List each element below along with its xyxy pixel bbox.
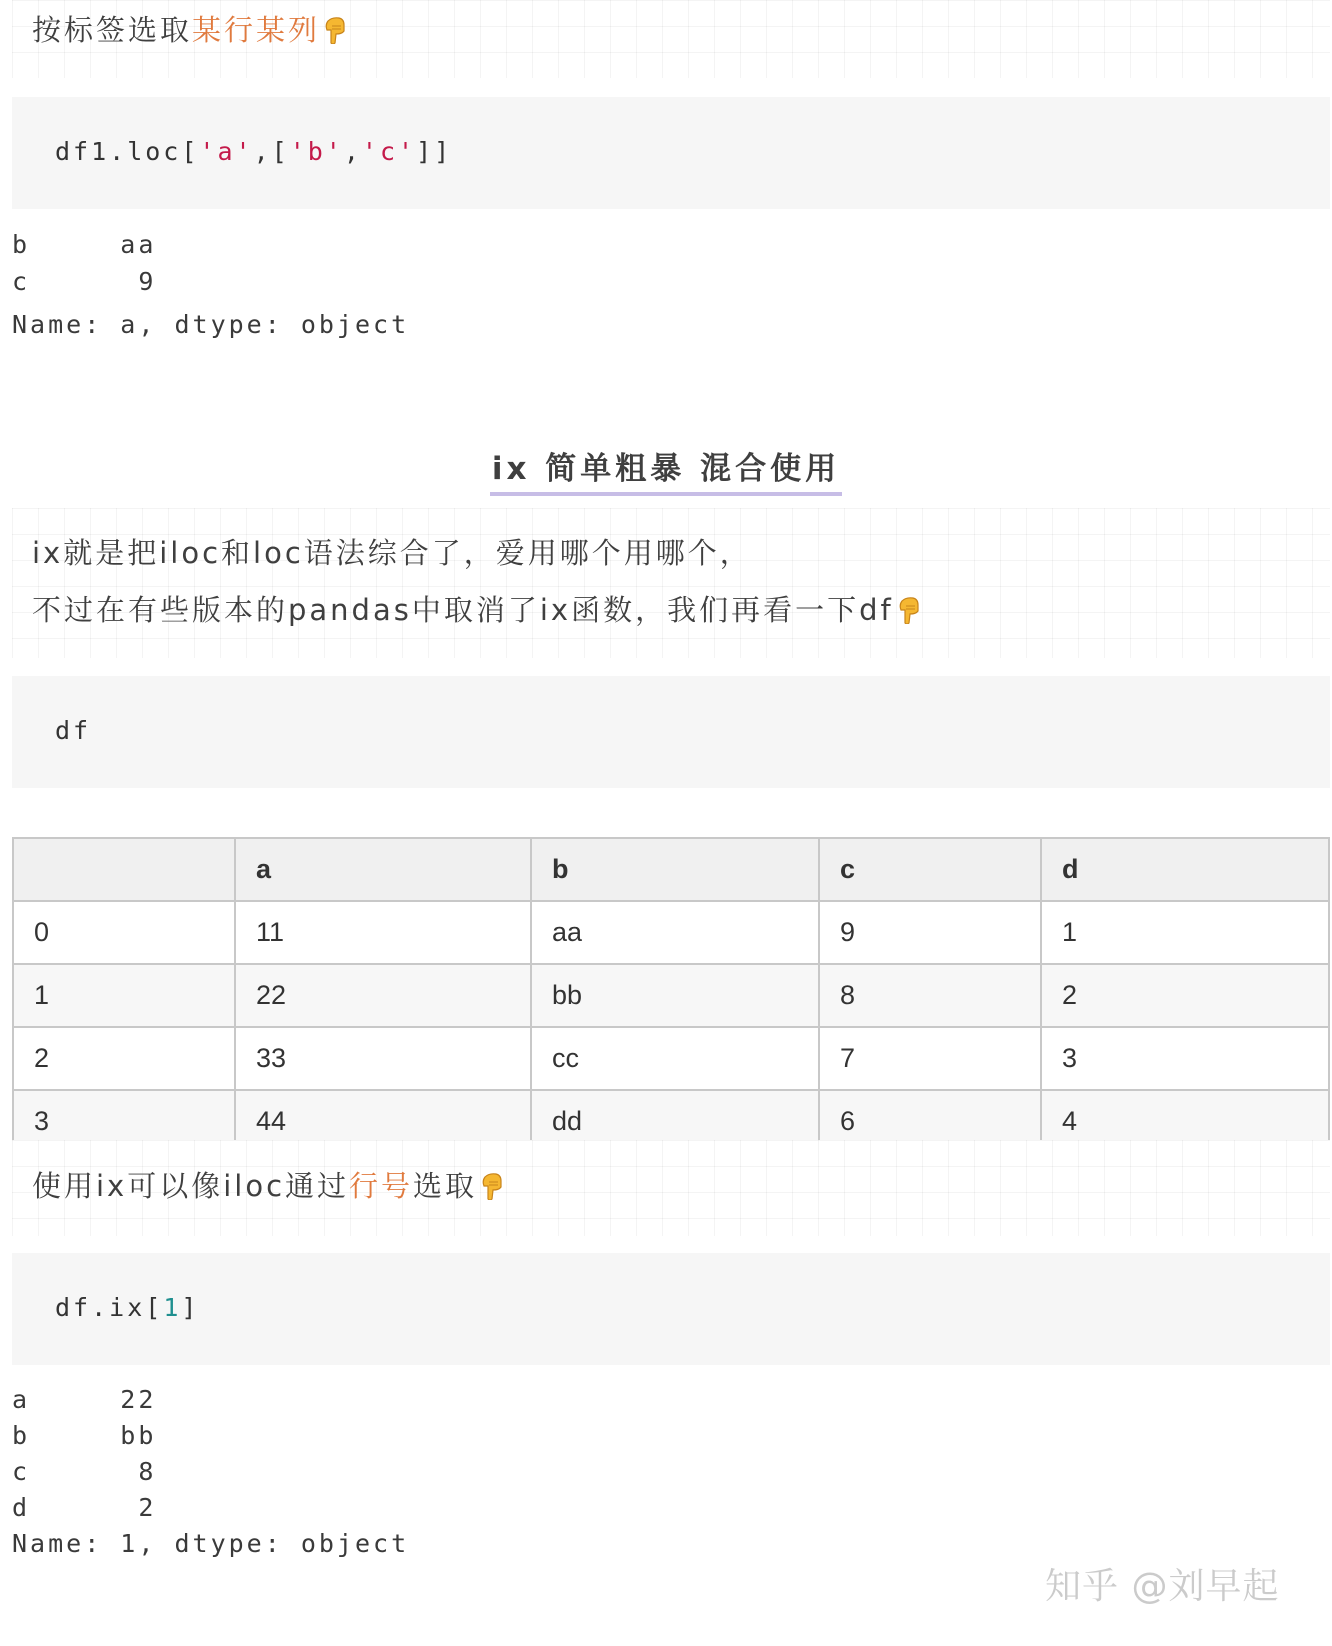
output-line: b aa	[12, 230, 157, 259]
table-cell: 1	[1041, 901, 1329, 964]
prose-line	[32, 1166, 503, 1206]
code-line	[55, 137, 452, 166]
prose-text: ix就是把iloc和loc语法综合了，爱用哪个用哪个，	[32, 536, 752, 570]
table-cell: 11	[235, 901, 531, 964]
table-cell: 6	[819, 1090, 1041, 1153]
dataframe-table	[12, 837, 1330, 1154]
code-block	[12, 97, 1330, 209]
table-row	[13, 1027, 1329, 1090]
table-row	[13, 964, 1329, 1027]
watermark: 知乎 @刘早起	[1045, 1566, 1280, 1607]
code-block	[12, 1253, 1330, 1365]
table-cell: dd	[531, 1090, 819, 1153]
backhand-index-pointing-down-icon	[324, 16, 346, 44]
prose-highlight: 行号	[349, 1169, 414, 1203]
table-cell: bb	[531, 964, 819, 1027]
prose-text: 使用ix可以像iloc通过	[32, 1169, 350, 1203]
output-line: Name: a, dtype: object	[12, 310, 410, 339]
code-string: 'c'	[361, 137, 417, 166]
code-string: 'a'	[199, 137, 254, 166]
table-cell: 8	[819, 964, 1041, 1027]
table-cell: 3	[13, 1090, 235, 1153]
prose-text: 按标签选取	[32, 13, 193, 47]
backhand-index-pointing-down-icon	[898, 596, 920, 624]
output-line: c 8	[12, 1457, 157, 1486]
heading-text: ix 简单粗暴 混合使用	[490, 443, 842, 496]
table-cell: 1	[13, 964, 235, 1027]
column-header: a	[235, 838, 531, 901]
table-cell: 33	[235, 1027, 531, 1090]
table-cell: 2	[1041, 964, 1329, 1027]
code-line: df	[55, 716, 92, 745]
code-output	[12, 226, 409, 343]
code-string: 'b'	[289, 137, 344, 166]
section-heading	[0, 443, 1332, 496]
backhand-index-pointing-down-icon	[481, 1172, 503, 1200]
table-header-row	[13, 838, 1329, 901]
output-line: b bb	[12, 1421, 157, 1450]
table-cell: aa	[531, 901, 819, 964]
table-cell: 7	[819, 1027, 1041, 1090]
output-line: c 9	[12, 267, 157, 296]
code-token: ]]	[416, 137, 453, 166]
table-cell: 2	[13, 1027, 235, 1090]
table-cell: 4	[1041, 1090, 1329, 1153]
table-cell: 3	[1041, 1027, 1329, 1090]
column-header: c	[819, 838, 1041, 901]
prose-highlight: 某行某列	[192, 13, 321, 47]
code-number: 1	[163, 1293, 182, 1322]
code-token: df1.loc[	[55, 137, 200, 166]
prose-line	[32, 10, 346, 50]
code-line	[55, 1293, 199, 1322]
output-line: d 2	[12, 1493, 157, 1522]
table-cell: 9	[819, 901, 1041, 964]
code-token: ,	[343, 137, 362, 166]
column-header: d	[1041, 838, 1329, 901]
table-cell: cc	[531, 1027, 819, 1090]
prose-line-1	[32, 533, 752, 573]
table-cell: 22	[235, 964, 531, 1027]
code-block	[12, 676, 1330, 788]
prose-text: 不过在有些版本的pandas中取消了ix函数，我们再看一下df	[32, 593, 894, 627]
column-header	[13, 838, 235, 901]
output-line: a 22	[12, 1385, 157, 1414]
table-row	[13, 901, 1329, 964]
code-output	[12, 1382, 409, 1562]
prose-text: 选取	[413, 1169, 478, 1203]
code-token: ]	[181, 1293, 200, 1322]
code-token: ,[	[253, 137, 290, 166]
prose-block-2	[12, 508, 1330, 658]
column-header: b	[531, 838, 819, 901]
output-line: Name: 1, dtype: object	[12, 1529, 410, 1558]
table-cell: 0	[13, 901, 235, 964]
code-token: df.ix[	[55, 1293, 164, 1322]
prose-line-2	[32, 590, 920, 630]
table-cell: 44	[235, 1090, 531, 1153]
